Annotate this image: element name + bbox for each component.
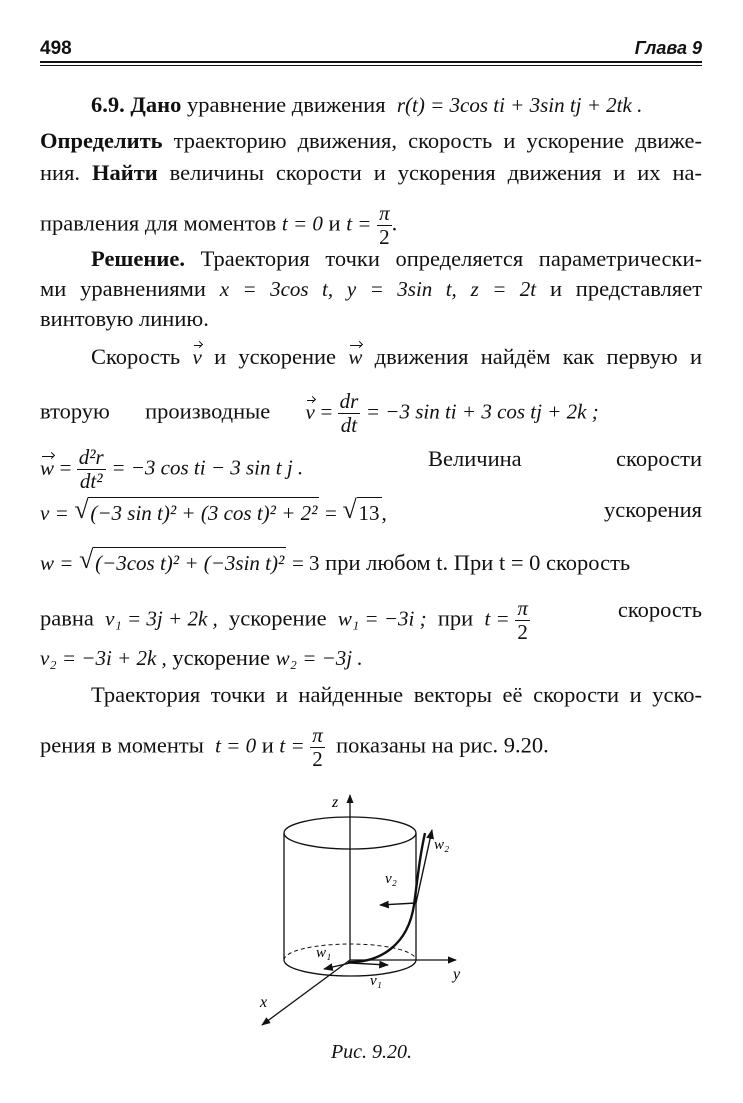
accel-radicand: (−3cos t)² + (−3sin t)² bbox=[93, 547, 286, 576]
find-text-2: ния. bbox=[40, 160, 81, 185]
final-text-2b: показаны на рис. 9.20. bbox=[336, 732, 549, 758]
solution-line-2 bbox=[40, 276, 702, 302]
pi-over-two-3 bbox=[310, 724, 325, 771]
y-axis-label: y bbox=[453, 966, 461, 983]
final-line-2 bbox=[40, 724, 549, 771]
helix-curve bbox=[348, 833, 425, 962]
two-denominator-3: 2 bbox=[310, 747, 325, 771]
v-derivative-rhs: = −3 sin ti + 3 cos tj + 2k ; bbox=[365, 399, 599, 424]
velocity-text-c: движения найдём как первую и bbox=[374, 344, 703, 369]
pi-numerator-2: π bbox=[517, 596, 528, 620]
dr-numerator: dr bbox=[339, 389, 359, 413]
final-text-2a: рения в моменты bbox=[40, 732, 204, 758]
helix-figure bbox=[220, 785, 520, 1035]
speed-word-2: скорость bbox=[617, 597, 702, 622]
v2-arrow bbox=[380, 903, 416, 905]
at-word: при bbox=[437, 605, 474, 631]
values-line-1 bbox=[40, 597, 702, 644]
find-text-1: траекторию движения, скорость и ускорение движе- bbox=[173, 128, 702, 153]
v-vector-lhs: v bbox=[305, 399, 315, 424]
x-axis bbox=[262, 960, 350, 1025]
values-line-2 bbox=[40, 645, 363, 671]
equals-word: равна bbox=[40, 605, 94, 631]
accel-word: ускорения bbox=[604, 497, 702, 522]
v-magnitude-lhs: v = bbox=[40, 501, 69, 525]
t-equals-2: t = bbox=[484, 606, 510, 631]
speed-magnitude-line bbox=[40, 497, 702, 526]
accel-word-3: ускорение bbox=[172, 645, 271, 670]
w-vector-lhs: w bbox=[40, 455, 55, 480]
velocity-text-a: Скорость bbox=[91, 344, 181, 369]
v1-label: v₁ bbox=[370, 973, 382, 989]
d2r-numerator: d²r bbox=[78, 445, 104, 469]
velocity-text-b: и ускорение bbox=[214, 344, 337, 369]
header-rule-thin bbox=[40, 65, 702, 66]
solution-label: Решение. bbox=[91, 246, 185, 271]
w2-equation: w₂ = −3j . bbox=[275, 646, 363, 670]
pi-numerator: π bbox=[379, 201, 390, 225]
accel-magnitude-line bbox=[40, 547, 702, 576]
second-word: вторую bbox=[40, 398, 110, 424]
w-vector: w bbox=[348, 345, 363, 369]
z-equation: z = 2t bbox=[470, 277, 537, 301]
dr-dt-fraction bbox=[338, 390, 361, 437]
and-word: и bbox=[328, 210, 341, 236]
magnitude-word: Величина bbox=[428, 446, 522, 471]
speed-word: скорости bbox=[616, 446, 702, 471]
final-text-1: Траектория точки и найденные векторы её скорости и уско- bbox=[91, 682, 702, 707]
v1-arrow bbox=[350, 963, 388, 965]
problem-line-3 bbox=[40, 160, 702, 186]
w1-label: w₁ bbox=[316, 945, 332, 961]
chapter-title: Глава 9 bbox=[634, 38, 702, 58]
seek-text-1: величины скорости и ускорения движения и их на- bbox=[169, 160, 703, 185]
acceleration-line: w = $\frac{\text{d²r}}{\text{dt²}}$ = −3 cos ti − 3 sin t j . Величина скорости bbox=[40, 445, 702, 493]
w2-label: w₂ bbox=[434, 837, 450, 853]
accel-sqrt: √ (−3cos t)² + (−3sin t)² bbox=[79, 545, 285, 575]
seek-text-2: правления для моментов bbox=[40, 210, 277, 236]
w-magnitude-text: при любом t. При t = 0 скорость bbox=[325, 550, 631, 575]
w-derivative-rhs: = −3 cos ti − 3 sin t j . bbox=[111, 455, 304, 480]
z-axis-label: z bbox=[332, 794, 339, 811]
speed-sqrt: √ (−3 sin t)² + (3 cos t)² + 2² bbox=[74, 495, 318, 525]
x-axis-label: x bbox=[260, 994, 268, 1011]
v-vector: v bbox=[192, 345, 202, 369]
speed-radicand: (−3 sin t)² + (3 cos t)² + 2² bbox=[88, 497, 319, 526]
w-magnitude-eq: = 3 bbox=[291, 551, 320, 575]
v-magnitude-end: , bbox=[381, 501, 387, 525]
solution-text-1: Траектория точки определяется параметрически- bbox=[200, 246, 702, 271]
pi-numerator-3: π bbox=[312, 723, 323, 747]
sqrt-13: √ 13 bbox=[342, 495, 380, 525]
pi-over-two bbox=[377, 202, 392, 249]
two-denominator: 2 bbox=[377, 225, 392, 249]
figure-caption: Рис. 9.20. bbox=[330, 1041, 413, 1063]
w1-equation: w₁ = −3i ; bbox=[337, 606, 427, 631]
t-equals: t = bbox=[346, 211, 372, 236]
t-zero-2: t = 0 bbox=[215, 733, 257, 758]
given-label: Дано bbox=[130, 92, 182, 117]
w-magnitude-lhs: w = bbox=[40, 551, 74, 575]
page-header bbox=[40, 38, 702, 62]
two-denominator-2: 2 bbox=[515, 620, 530, 644]
given-text: уравнение движения bbox=[186, 92, 386, 117]
v2-equation: v₂ = −3i + 2k , bbox=[40, 646, 167, 670]
header-rule-thick bbox=[40, 61, 702, 63]
w1-arrow bbox=[324, 963, 350, 969]
pi-over-two-2 bbox=[515, 597, 530, 644]
t-equals-3: t = bbox=[279, 733, 305, 758]
solution-text-2b: и представляет bbox=[549, 276, 703, 301]
velocity-line-1 bbox=[40, 344, 702, 370]
t-zero: t = 0 bbox=[281, 211, 323, 236]
find-label: Определить bbox=[40, 128, 163, 153]
problem-line-2 bbox=[40, 128, 702, 154]
v-magnitude-eq: = bbox=[325, 501, 337, 525]
v1-equation: v₁ = 3j + 2k , bbox=[105, 606, 218, 631]
sqrt-13-value: 13 bbox=[357, 497, 382, 526]
accel-word-2: ускорение bbox=[229, 605, 327, 631]
solution-text-3: винтовую линию. bbox=[40, 306, 209, 331]
seek-label: Найти bbox=[92, 160, 158, 185]
solution-line-1 bbox=[40, 246, 702, 272]
problem-line-1 bbox=[91, 92, 642, 118]
derivative-line: вторую производные v = $\frac{dr}{dt}$ = −3 sin ti + 3 cos tj + 2k ; bbox=[40, 389, 599, 437]
final-line-1 bbox=[40, 682, 702, 708]
and-word-2: и bbox=[261, 732, 274, 758]
d2r-dt2-fraction bbox=[77, 446, 106, 493]
problem-line-4: правления для моментов t = 0 и t = $\frac{\pi}{2}$ . bbox=[40, 201, 398, 249]
v2-label: v₂ bbox=[385, 871, 397, 887]
derivatives-word: производные bbox=[145, 398, 271, 424]
equation-r: r(t) = 3cos ti + 3sin tj + 2tk . bbox=[396, 93, 643, 117]
dt2-denominator: dt² bbox=[77, 469, 106, 493]
problem-number: 6.9. bbox=[91, 92, 125, 117]
solution-text-2a: ми уравнениями bbox=[40, 276, 206, 301]
page-number: 498 bbox=[40, 38, 72, 59]
x-equation: x = 3cos t, bbox=[219, 277, 334, 301]
dt-denominator: dt bbox=[338, 413, 361, 437]
solution-line-3 bbox=[40, 306, 209, 332]
y-equation: y = 3sin t, bbox=[346, 277, 457, 301]
